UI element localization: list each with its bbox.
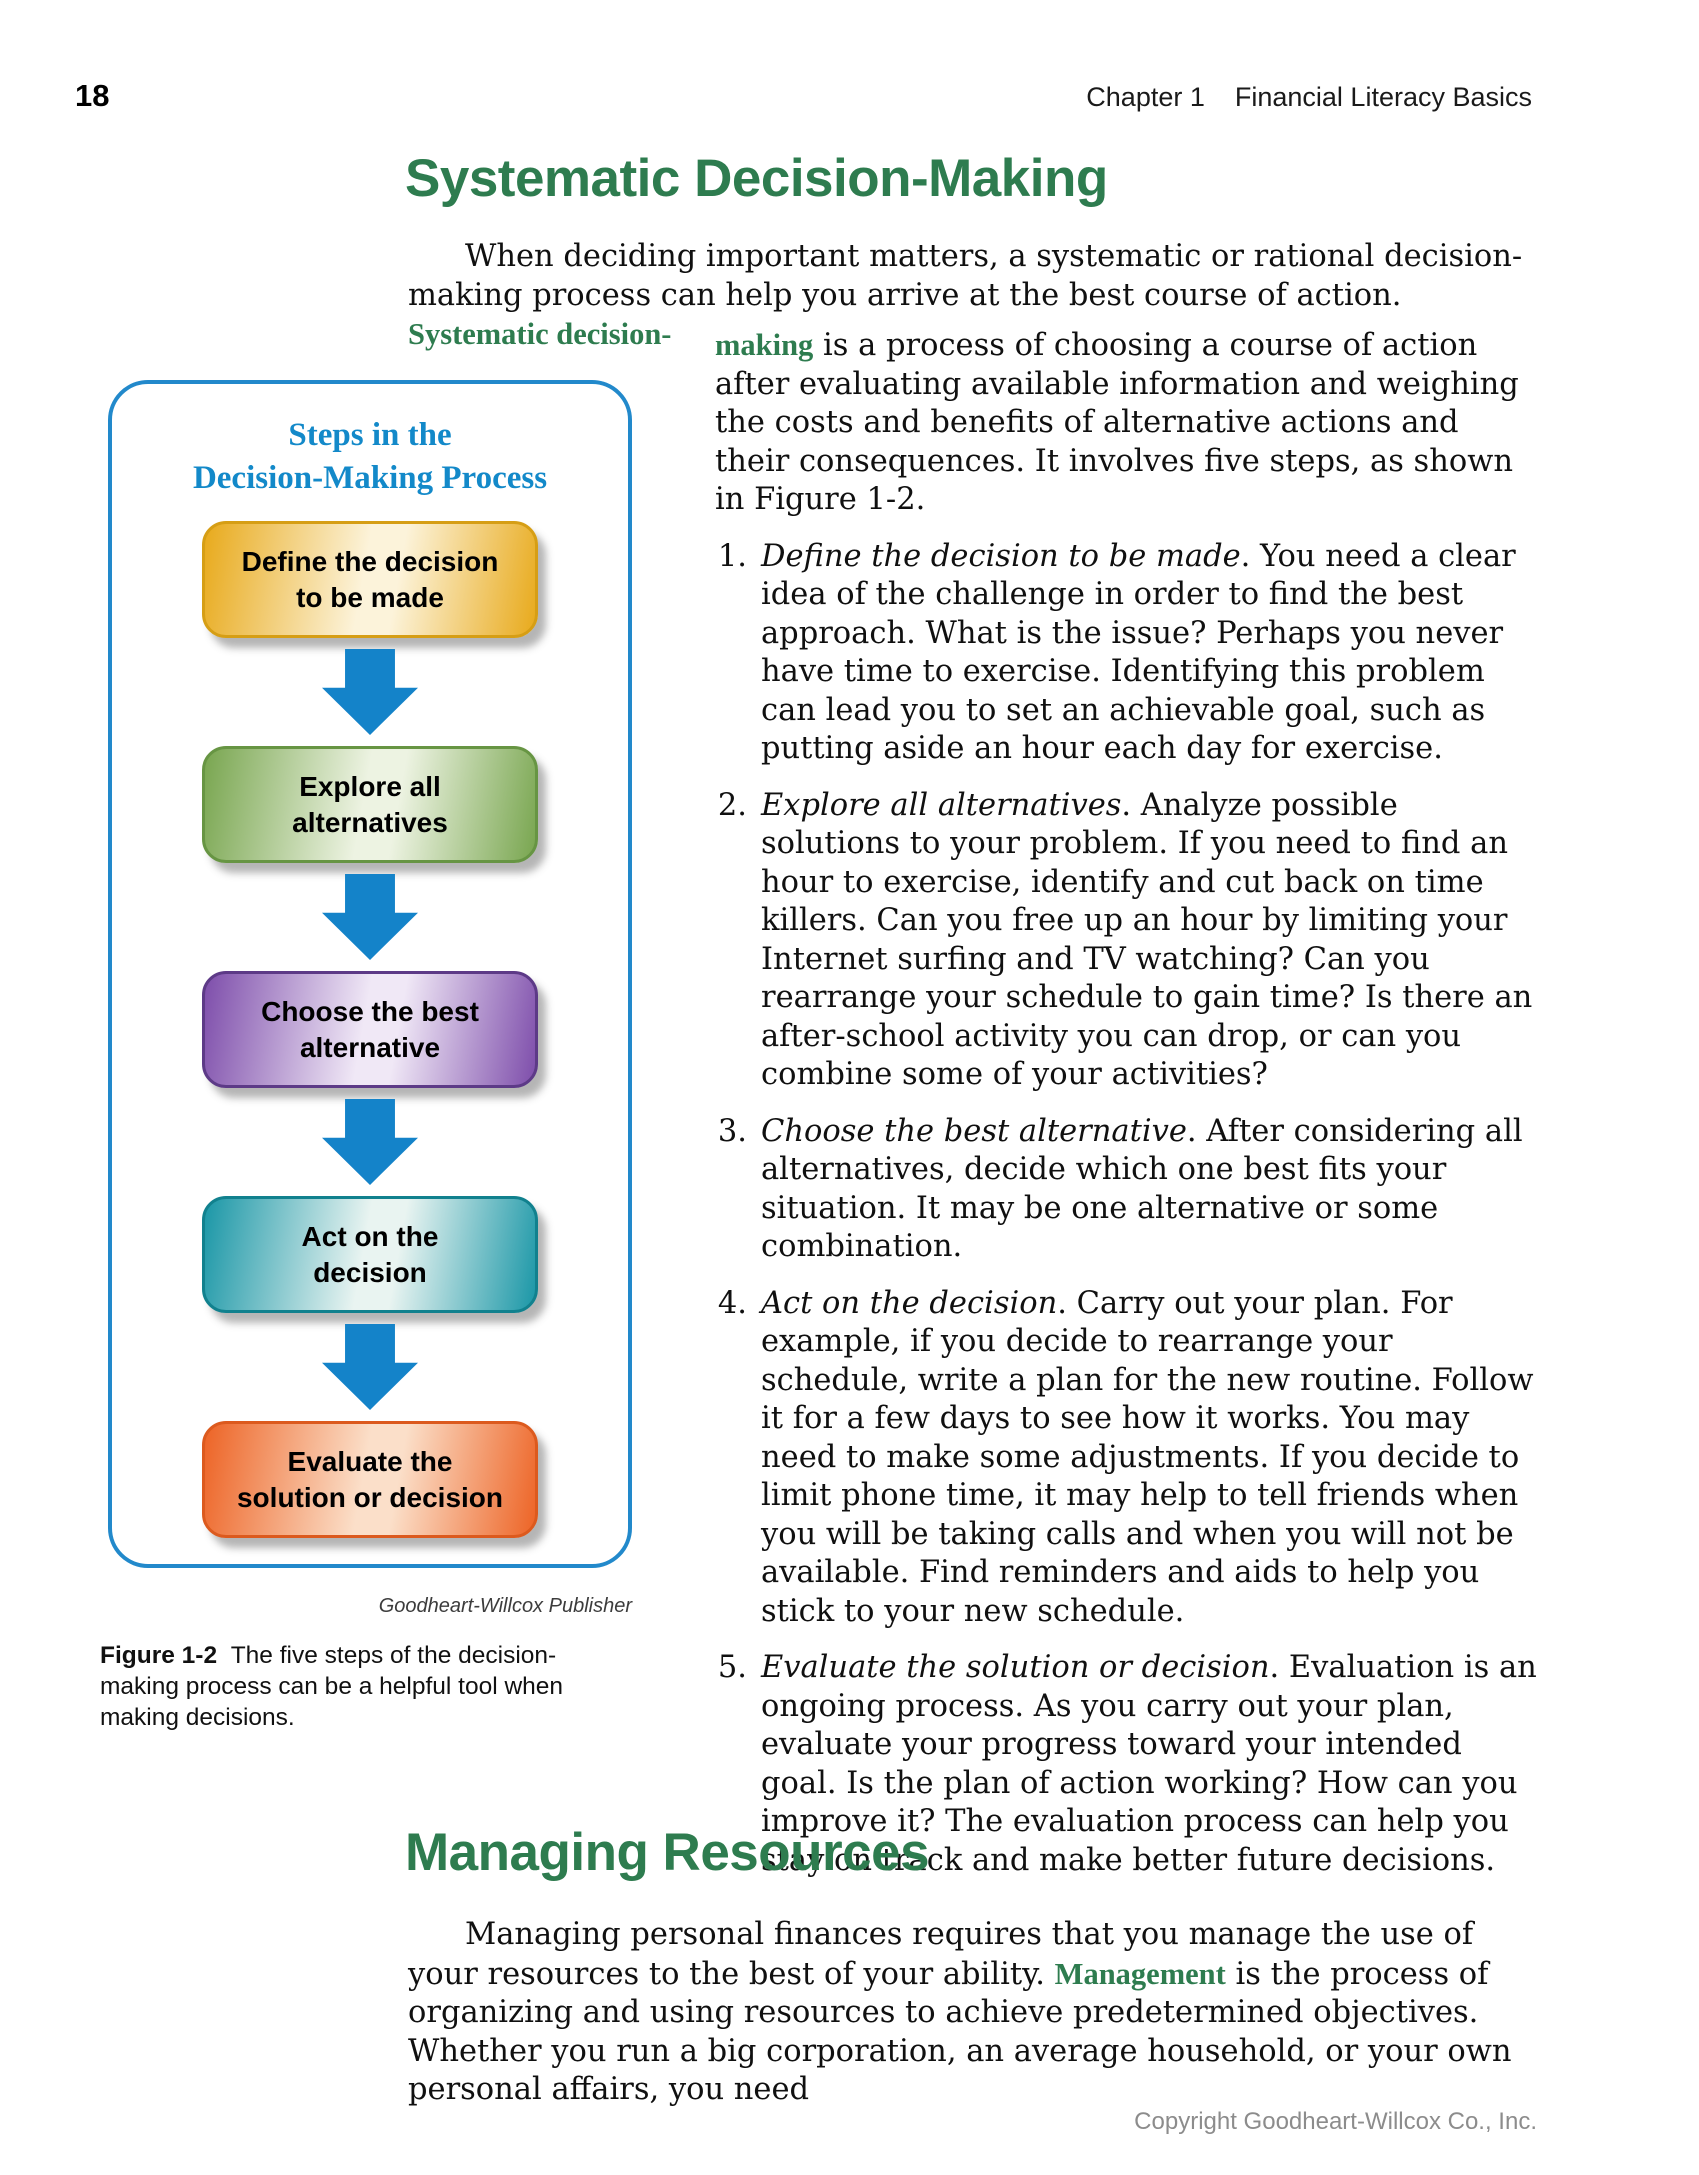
down-arrow-icon bbox=[322, 1324, 418, 1410]
figure-title-line1: Steps in the bbox=[288, 417, 452, 453]
flow-step-label: alternatives bbox=[292, 806, 448, 838]
flow-step-label: Evaluate the bbox=[287, 1445, 453, 1477]
managing-resources-paragraph bbox=[408, 1916, 1534, 2110]
item-body: . Carry out your plan. For example, if you decide to rearrange your schedule, write a plan for the new routine. Follow it for a few days to see how it works. You may need to make some adjustments. If you decide to limit phone time, it may help to tell friends when you will be taking calls and when you will not be available. Find reminders and aids to help you stick to your new schedule. bbox=[761, 1285, 1534, 1629]
para2-text-a: Managing personal finances requires that you manage the use of your resources to the best of your ability. bbox=[408, 1917, 1474, 1992]
down-arrow-icon bbox=[322, 1099, 418, 1185]
flow-step-label: to be made bbox=[296, 581, 444, 613]
item-lead: Choose the best alternative bbox=[761, 1113, 1187, 1149]
list-item bbox=[715, 787, 1539, 1095]
item-lead: Act on the decision bbox=[761, 1285, 1058, 1321]
item-lead: Define the decision to be made bbox=[761, 538, 1241, 574]
flowchart bbox=[112, 521, 628, 1538]
flow-step-label: decision bbox=[313, 1256, 427, 1288]
figure-title bbox=[112, 414, 628, 500]
caption-text: The five steps of the decision-making process can be a helpful tool when making decisions. bbox=[100, 1642, 564, 1731]
flow-step-box bbox=[202, 521, 538, 638]
key-term-making: making bbox=[715, 328, 814, 362]
item-lead: Evaluate the solution or decision bbox=[761, 1650, 1270, 1685]
down-arrow-icon bbox=[322, 649, 418, 735]
running-head: Chapter 1 Financial Literacy Basics bbox=[1086, 82, 1532, 112]
item-text bbox=[761, 538, 1539, 769]
item-lead: Explore all alternatives bbox=[761, 787, 1122, 823]
key-term-systematic-decision: Systematic decision- bbox=[408, 317, 672, 351]
item-text bbox=[761, 1113, 1539, 1267]
item-text bbox=[761, 1285, 1539, 1632]
intro-continuation bbox=[715, 326, 1539, 520]
intro-text: When deciding important matters, a systematic or rational decision-making process can help you arrive at the best course of action. bbox=[408, 239, 1523, 313]
item-body: . Evaluation is an ongoing process. As you carry out your plan, evaluate your progress toward your intended goal. Is the plan of action working? How can you improve it? The evaluation process can help you stay on track and make better future decisions. bbox=[761, 1650, 1537, 1878]
item-text bbox=[761, 787, 1539, 1095]
item-body: . Analyze possible solutions to your problem. If you need to find an hour to exercise, identify and cut back on time killers. Can you free up an hour by limiting your Internet surfing and TV watching? Can you rearrange your schedule to gain time? Is there an after-school activity you can drop, or can you combine some of your activities? bbox=[761, 787, 1533, 1092]
flow-step-label: Choose the best bbox=[261, 995, 479, 1027]
flow-step-label: alternative bbox=[299, 1031, 441, 1063]
page-number: 18 bbox=[75, 78, 110, 113]
flow-step-box bbox=[202, 1421, 538, 1538]
page-footer: Copyright Goodheart-Willcox Co., Inc. bbox=[1134, 2108, 1537, 2135]
flow-step-label: Explore all bbox=[299, 770, 441, 802]
list-item bbox=[715, 538, 1539, 769]
item-body: . You need a clear idea of the challenge in order to find the best approach. What is the issue? Perhaps you never have time to exercise. Identifying this problem can lead you to set an achievable goal, such as putting aside an hour each day for exercise. bbox=[761, 538, 1516, 766]
steps-list bbox=[715, 538, 1539, 1881]
right-column bbox=[715, 326, 1539, 1880]
item-number: 5. bbox=[717, 1650, 747, 1685]
figure-panel bbox=[108, 380, 632, 1568]
item-body: . After considering all alternatives, decide which one best fits your situation. It may be one alternative or some combination. bbox=[761, 1113, 1523, 1264]
flow-step-box bbox=[202, 971, 538, 1088]
figure-caption bbox=[100, 1640, 578, 1733]
para2-text-b: is the process of organizing and using resources to achieve predetermined objectives. Whether you run a big corporation, an average household, or your own personal affairs, you need bbox=[408, 1956, 1512, 2107]
flow-step-label: Act on the bbox=[301, 1220, 439, 1252]
flow-step-label: Define the decision bbox=[241, 545, 499, 577]
list-item bbox=[715, 1285, 1539, 1632]
page-header bbox=[75, 78, 1532, 114]
figure-credit: Goodheart-Willcox Publisher bbox=[378, 1595, 632, 1617]
flow-step-box bbox=[202, 746, 538, 863]
item-number: 4. bbox=[717, 1285, 747, 1321]
section-title-managing-resources: Managing Resources bbox=[405, 1823, 930, 1882]
key-term-management: Management bbox=[1054, 1956, 1226, 1991]
item-number: 3. bbox=[717, 1113, 747, 1149]
down-arrow-icon bbox=[322, 874, 418, 960]
continuation-text: is a process of choosing a course of action after evaluating available information and weighing the costs and benefits of alternative actions and their consequences. It involves five steps, as shown in Figure 1-2. bbox=[715, 328, 1519, 517]
section-title-systematic-decision-making: Systematic Decision-Making bbox=[405, 149, 1108, 208]
flow-step-box bbox=[202, 1196, 538, 1313]
list-item bbox=[715, 1113, 1539, 1267]
flow-step-label: solution or decision bbox=[236, 1481, 503, 1513]
caption-label: Figure 1-2 bbox=[100, 1642, 231, 1669]
item-number: 1. bbox=[717, 538, 747, 574]
item-number: 2. bbox=[717, 787, 747, 823]
figure-title-line2: Decision-Making Process bbox=[192, 460, 548, 496]
